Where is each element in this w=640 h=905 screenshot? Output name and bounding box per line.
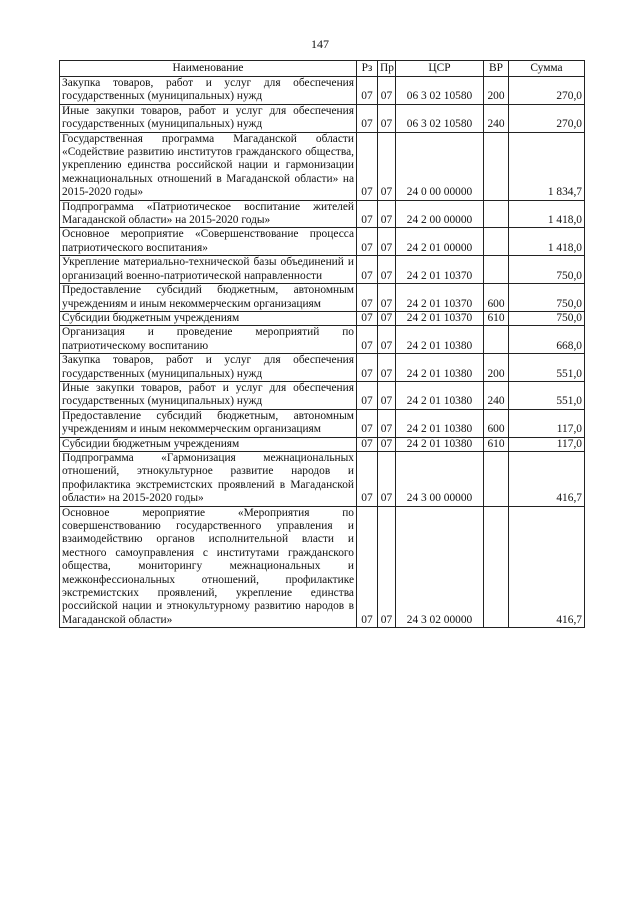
row-vr: 240	[484, 381, 509, 409]
row-csr: 24 3 00 00000	[396, 451, 484, 506]
row-sum: 1 834,7	[509, 132, 585, 200]
row-name: Основное мероприятие «Мероприятия по совершенствованию государственного управления и взаимодействию органов исполнительной власти и местного самоуправления с институтами гражданского общества, мониторингу межнациональных и межконфессиональных отношений, профилактике экстремистских проявлений, укрепление единства российской нации и этнокультурному развитию народов в Магаданской области»	[60, 506, 357, 628]
row-sum: 270,0	[509, 104, 585, 132]
table-row	[60, 381, 585, 409]
row-name: Закупка товаров, работ и услуг для обеспечения государственных (муниципальных) нужд	[60, 77, 357, 105]
row-csr: 24 2 01 10370	[396, 256, 484, 284]
table-header-row	[60, 61, 585, 77]
row-csr: 24 2 01 10380	[396, 437, 484, 451]
row-pr: 07	[378, 437, 396, 451]
row-vr	[484, 200, 509, 228]
row-csr: 06 3 02 10580	[396, 77, 484, 105]
row-rz: 07	[357, 381, 378, 409]
header-rz: Рз	[357, 61, 378, 77]
row-rz: 07	[357, 437, 378, 451]
row-vr	[484, 451, 509, 506]
row-pr: 07	[378, 451, 396, 506]
row-sum: 1 418,0	[509, 228, 585, 256]
row-vr: 200	[484, 77, 509, 105]
row-csr: 24 2 00 00000	[396, 200, 484, 228]
row-vr: 240	[484, 104, 509, 132]
row-sum: 117,0	[509, 437, 585, 451]
row-sum: 668,0	[509, 326, 585, 354]
row-rz: 07	[357, 311, 378, 325]
row-rz: 07	[357, 451, 378, 506]
row-rz: 07	[357, 284, 378, 312]
row-name: Организация и проведение мероприятий по патриотическому воспитанию	[60, 326, 357, 354]
header-pr: Пр	[378, 61, 396, 77]
row-pr: 07	[378, 326, 396, 354]
row-csr: 24 0 00 00000	[396, 132, 484, 200]
row-csr: 24 2 01 10380	[396, 409, 484, 437]
row-vr	[484, 506, 509, 628]
header-csr: ЦСР	[396, 61, 484, 77]
row-rz: 07	[357, 506, 378, 628]
row-pr: 07	[378, 77, 396, 105]
header-sum: Сумма	[509, 61, 585, 77]
row-pr: 07	[378, 381, 396, 409]
row-vr: 610	[484, 311, 509, 325]
table-row	[60, 311, 585, 325]
row-name: Закупка товаров, работ и услуг для обеспечения государственных (муниципальных) нужд	[60, 354, 357, 382]
row-pr: 07	[378, 409, 396, 437]
table-row	[60, 104, 585, 132]
row-rz: 07	[357, 228, 378, 256]
header-name: Наименование	[60, 61, 357, 77]
table-row	[60, 506, 585, 628]
row-name: Государственная программа Магаданской области «Содействие развитию институтов гражданского общества, укреплению единства российской нации и гармонизации межнациональных отношений в Магаданской области» на 2015-2020 годы»	[60, 132, 357, 200]
table-row	[60, 437, 585, 451]
row-csr: 24 2 01 00000	[396, 228, 484, 256]
row-csr: 24 3 02 00000	[396, 506, 484, 628]
row-rz: 07	[357, 132, 378, 200]
row-rz: 07	[357, 200, 378, 228]
row-pr: 07	[378, 200, 396, 228]
table-row	[60, 256, 585, 284]
row-vr: 600	[484, 409, 509, 437]
row-pr: 07	[378, 228, 396, 256]
row-rz: 07	[357, 326, 378, 354]
row-vr: 200	[484, 354, 509, 382]
table-row	[60, 409, 585, 437]
page-number: 147	[311, 37, 329, 51]
row-rz: 07	[357, 104, 378, 132]
row-csr: 24 2 01 10370	[396, 284, 484, 312]
header-vr: ВР	[484, 61, 509, 77]
row-name: Укрепление материально-технической базы объединений и организаций военно-патриотической направленности	[60, 256, 357, 284]
row-sum: 750,0	[509, 284, 585, 312]
row-sum: 551,0	[509, 354, 585, 382]
table-row	[60, 200, 585, 228]
row-rz: 07	[357, 77, 378, 105]
row-pr: 07	[378, 104, 396, 132]
row-vr	[484, 256, 509, 284]
row-pr: 07	[378, 311, 396, 325]
row-csr: 24 2 01 10380	[396, 381, 484, 409]
row-vr: 610	[484, 437, 509, 451]
row-name: Субсидии бюджетным учреждениям	[60, 437, 357, 451]
row-name: Субсидии бюджетным учреждениям	[60, 311, 357, 325]
row-sum: 1 418,0	[509, 200, 585, 228]
table-row	[60, 77, 585, 105]
row-csr: 06 3 02 10580	[396, 104, 484, 132]
row-sum: 416,7	[509, 451, 585, 506]
row-pr: 07	[378, 354, 396, 382]
table-row	[60, 354, 585, 382]
row-name: Иные закупки товаров, работ и услуг для обеспечения государственных (муниципальных) нужд	[60, 381, 357, 409]
row-sum: 750,0	[509, 311, 585, 325]
budget-table	[59, 60, 585, 628]
row-vr: 600	[484, 284, 509, 312]
row-sum: 750,0	[509, 256, 585, 284]
row-sum: 270,0	[509, 77, 585, 105]
table-row	[60, 451, 585, 506]
row-sum: 551,0	[509, 381, 585, 409]
row-name: Подпрограмма «Гармонизация межнациональных отношений, этнокультурное развитие народов и профилактика экстремистских проявлений в Магаданской области» на 2015-2020 годы»	[60, 451, 357, 506]
row-name: Предоставление субсидий бюджетным, автономным учреждениям и иным некоммерческим организациям	[60, 409, 357, 437]
row-pr: 07	[378, 284, 396, 312]
row-rz: 07	[357, 354, 378, 382]
table-row	[60, 326, 585, 354]
table-row	[60, 284, 585, 312]
row-sum: 416,7	[509, 506, 585, 628]
row-name: Подпрограмма «Патриотическое воспитание жителей Магаданской области» на 2015-2020 годы»	[60, 200, 357, 228]
row-vr	[484, 132, 509, 200]
row-name: Основное мероприятие «Совершенствование процесса патриотического воспитания»	[60, 228, 357, 256]
row-pr: 07	[378, 506, 396, 628]
row-pr: 07	[378, 256, 396, 284]
row-pr: 07	[378, 132, 396, 200]
row-name: Иные закупки товаров, работ и услуг для обеспечения государственных (муниципальных) нужд	[60, 104, 357, 132]
row-csr: 24 2 01 10380	[396, 326, 484, 354]
row-sum: 117,0	[509, 409, 585, 437]
row-csr: 24 2 01 10380	[396, 354, 484, 382]
table-body	[60, 77, 585, 628]
row-name: Предоставление субсидий бюджетным, автономным учреждениям и иным некоммерческим организациям	[60, 284, 357, 312]
row-rz: 07	[357, 256, 378, 284]
row-csr: 24 2 01 10370	[396, 311, 484, 325]
row-rz: 07	[357, 409, 378, 437]
row-vr	[484, 228, 509, 256]
table-row	[60, 132, 585, 200]
table-row	[60, 228, 585, 256]
row-vr	[484, 326, 509, 354]
